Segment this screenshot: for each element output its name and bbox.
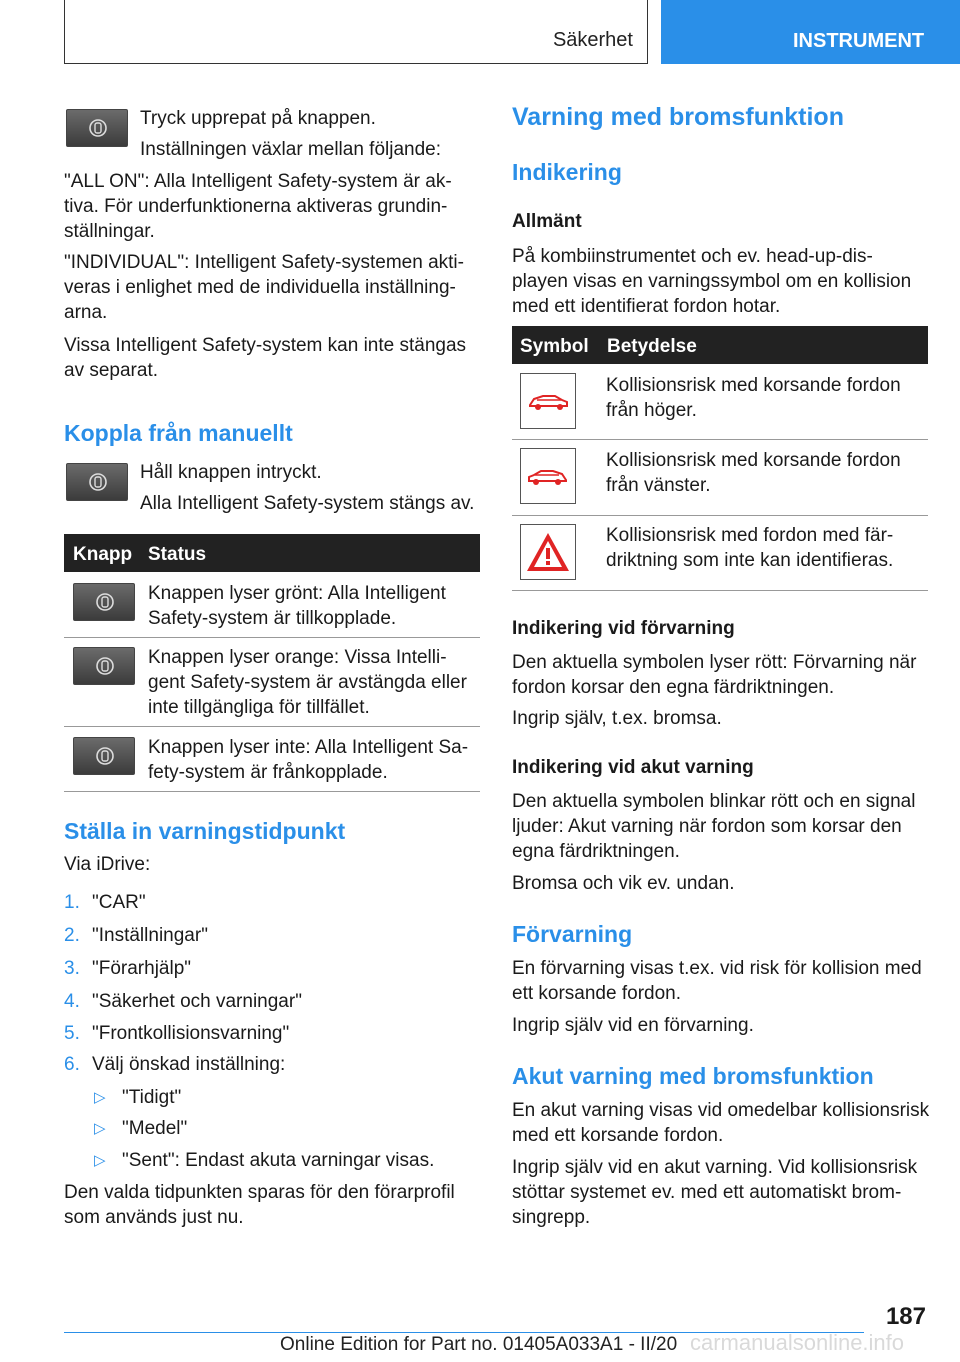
step-number: 3. (64, 958, 80, 979)
koppla-p1: Håll knappen intryckt. (140, 462, 322, 483)
heading-stalla: Ställa in varningstidpunkt (64, 818, 346, 844)
symbol-row1-line1: Kollisionsrisk med korsande fordon (606, 375, 901, 396)
symbol-row3-line2: driktning som inte kan identifieras. (606, 550, 894, 571)
safety-button-icon (66, 109, 128, 147)
left-p1: Tryck upprepat på knappen. (140, 108, 376, 129)
left-end-line1: Den valda tidpunkten sparas för den förarprofil (64, 1182, 455, 1203)
table-divider (512, 590, 928, 591)
left-p4b: veras i enlighet med de individuella inställning- (64, 277, 456, 298)
step-text: "Förarhjälp" (92, 958, 192, 979)
step-number: 1. (64, 892, 80, 913)
table-col-betydelse: Betydelse (607, 336, 697, 357)
left-p5a: Vissa Intelligent Safety-system kan inte stängas (64, 335, 467, 356)
symbol-row3-line1: Kollisionsrisk med fordon med fär- (606, 525, 894, 546)
step-number: 6. (64, 1054, 80, 1075)
status-row1-line1: Knappen lyser grönt: Alla Intelligent (148, 583, 446, 604)
heading-allmant: Allmänt (512, 211, 582, 232)
status-row3-line1: Knappen lyser inte: Alla Intelligent Sa- (148, 737, 469, 758)
step-text: "Säkerhet och varningar" (92, 991, 302, 1012)
heading-main: Varning med bromsfunktion (512, 103, 844, 131)
status-row2-line1: Knappen lyser orange: Vissa Intelli- (148, 647, 447, 668)
sub-option-text: "Sent": Endast akuta varningar visas. (122, 1150, 435, 1171)
akut-ind-line1: Den aktuella symbolen blinkar rött och en signal (512, 791, 916, 812)
akut-line3: Ingrip själv vid en akut varning. Vid kollisionsrisk (512, 1157, 918, 1178)
table-col-knapp: Knapp (73, 544, 133, 565)
bullet-triangle-icon: ▷ (94, 1120, 106, 1137)
step-number: 4. (64, 991, 80, 1012)
table-divider (512, 439, 928, 440)
akut-line1: En akut varning visas vid omedelbar kollisionsrisk (512, 1100, 930, 1121)
bullet-triangle-icon: ▷ (94, 1152, 106, 1169)
forvarning-line2: ett korsande fordon. (512, 983, 681, 1004)
button-status-table-header (64, 534, 480, 572)
button-off-icon (73, 737, 135, 775)
footer-edition: Online Edition for Part no. 01405A033A1 - II/20 (280, 1334, 678, 1355)
heading-forvarning-indikering: Indikering vid förvarning (512, 618, 735, 639)
forvarning-line1: En förvarning visas t.ex. vid risk för kollision med (512, 958, 922, 979)
step-text: "CAR" (92, 892, 146, 913)
car-crossing-right-icon (520, 373, 576, 429)
page-number: 187 (885, 1303, 926, 1330)
forv-line1: Den aktuella symbolen lyser rött: Förvarning när (512, 652, 917, 673)
table-divider (64, 726, 480, 727)
heading-akut-varning: Akut varning med bromsfunktion (512, 1063, 874, 1089)
status-row1-line2: Safety-system är tillkopplade. (148, 608, 397, 629)
step-number: 2. (64, 925, 80, 946)
akut-line4: stöttar systemet ev. med ett automatiskt brom- (512, 1182, 902, 1203)
akut-line2: med ett korsande fordon. (512, 1125, 724, 1146)
header-chapter-tab[interactable] (661, 0, 960, 64)
table-divider (512, 515, 928, 516)
left-p3b: tiva. För underfunktionerna aktiveras grundin- (64, 196, 448, 217)
header-section: Säkerhet (552, 29, 633, 51)
akut-ind-line2: ljuder: Akut varning när fordon som korsar den (512, 816, 902, 837)
via-idrive: Via iDrive: (64, 854, 151, 875)
heading-akut-indikering: Indikering vid akut varning (512, 757, 754, 778)
bullet-triangle-icon: ▷ (94, 1089, 106, 1106)
heading-forvarning: Förvarning (512, 921, 633, 947)
akut-line5: singrepp. (512, 1207, 591, 1228)
step-number: 5. (64, 1023, 80, 1044)
left-p3c: ställningar. (64, 221, 155, 242)
button-green-icon (73, 583, 135, 621)
header-chapter: INSTRUMENT (793, 30, 925, 52)
symbol-row2-line1: Kollisionsrisk med korsande fordon (606, 450, 901, 471)
allmant-line3: med ett identifierat fordon hotar. (512, 296, 781, 317)
button-orange-icon (73, 647, 135, 685)
car-crossing-left-icon (520, 448, 576, 504)
status-row3-line2: fety-system är frånkopplade. (148, 762, 388, 783)
symbol-row1-line2: från höger. (606, 400, 697, 421)
status-row2-line2: gent Safety-system är avstängda eller (148, 672, 467, 693)
left-p5b: av separat. (64, 360, 158, 381)
step-text: "Frontkollisionsvarning" (92, 1023, 290, 1044)
forv-line2: fordon korsar den egna färdriktningen. (512, 677, 835, 698)
status-row2-line3: inte tillgängliga för tillfället. (148, 697, 370, 718)
watermark: carmanualsonline.info (690, 1330, 905, 1355)
symbol-table-header (512, 326, 928, 364)
sub-option-text: "Tidigt" (122, 1087, 182, 1108)
left-p3a: "ALL ON": Alla Intelligent Safety-system är ak- (64, 171, 452, 192)
forv-line3: Ingrip själv, t.ex. bromsa. (512, 708, 722, 729)
left-p4a: "INDIVIDUAL": Intelligent Safety-systemen akti- (64, 252, 464, 273)
akut-ind-line3: egna färdriktningen. (512, 841, 680, 862)
table-divider (64, 637, 480, 638)
forvarning-line3: Ingrip själv vid en förvarning. (512, 1015, 754, 1036)
step-text: "Inställningar" (92, 925, 208, 946)
symbol-row2-line2: från vänster. (606, 475, 711, 496)
left-p4c: arna. (64, 302, 108, 323)
allmant-line1: På kombiinstrumentet och ev. head-up-dis- (512, 246, 873, 267)
step-text: Välj önskad inställning: (92, 1054, 286, 1075)
left-end-line2: som används just nu. (64, 1207, 244, 1228)
warning-triangle-icon (520, 524, 576, 580)
table-col-status: Status (148, 544, 207, 565)
sub-option-text: "Medel" (122, 1118, 188, 1139)
header-section-box (64, 0, 648, 64)
akut-ind-line4: Bromsa och vik ev. undan. (512, 873, 735, 894)
heading-indikering: Indikering (512, 159, 622, 185)
left-p2: Inställningen växlar mellan följande: (140, 139, 442, 160)
table-col-symbol: Symbol (520, 336, 589, 357)
allmant-line2: playen visas en varningssymbol om en kollision (512, 271, 912, 292)
safety-button-icon (66, 463, 128, 501)
heading-koppla: Koppla från manuellt (64, 420, 293, 446)
table-divider (64, 791, 480, 792)
koppla-p2: Alla Intelligent Safety-system stängs av. (140, 493, 475, 514)
